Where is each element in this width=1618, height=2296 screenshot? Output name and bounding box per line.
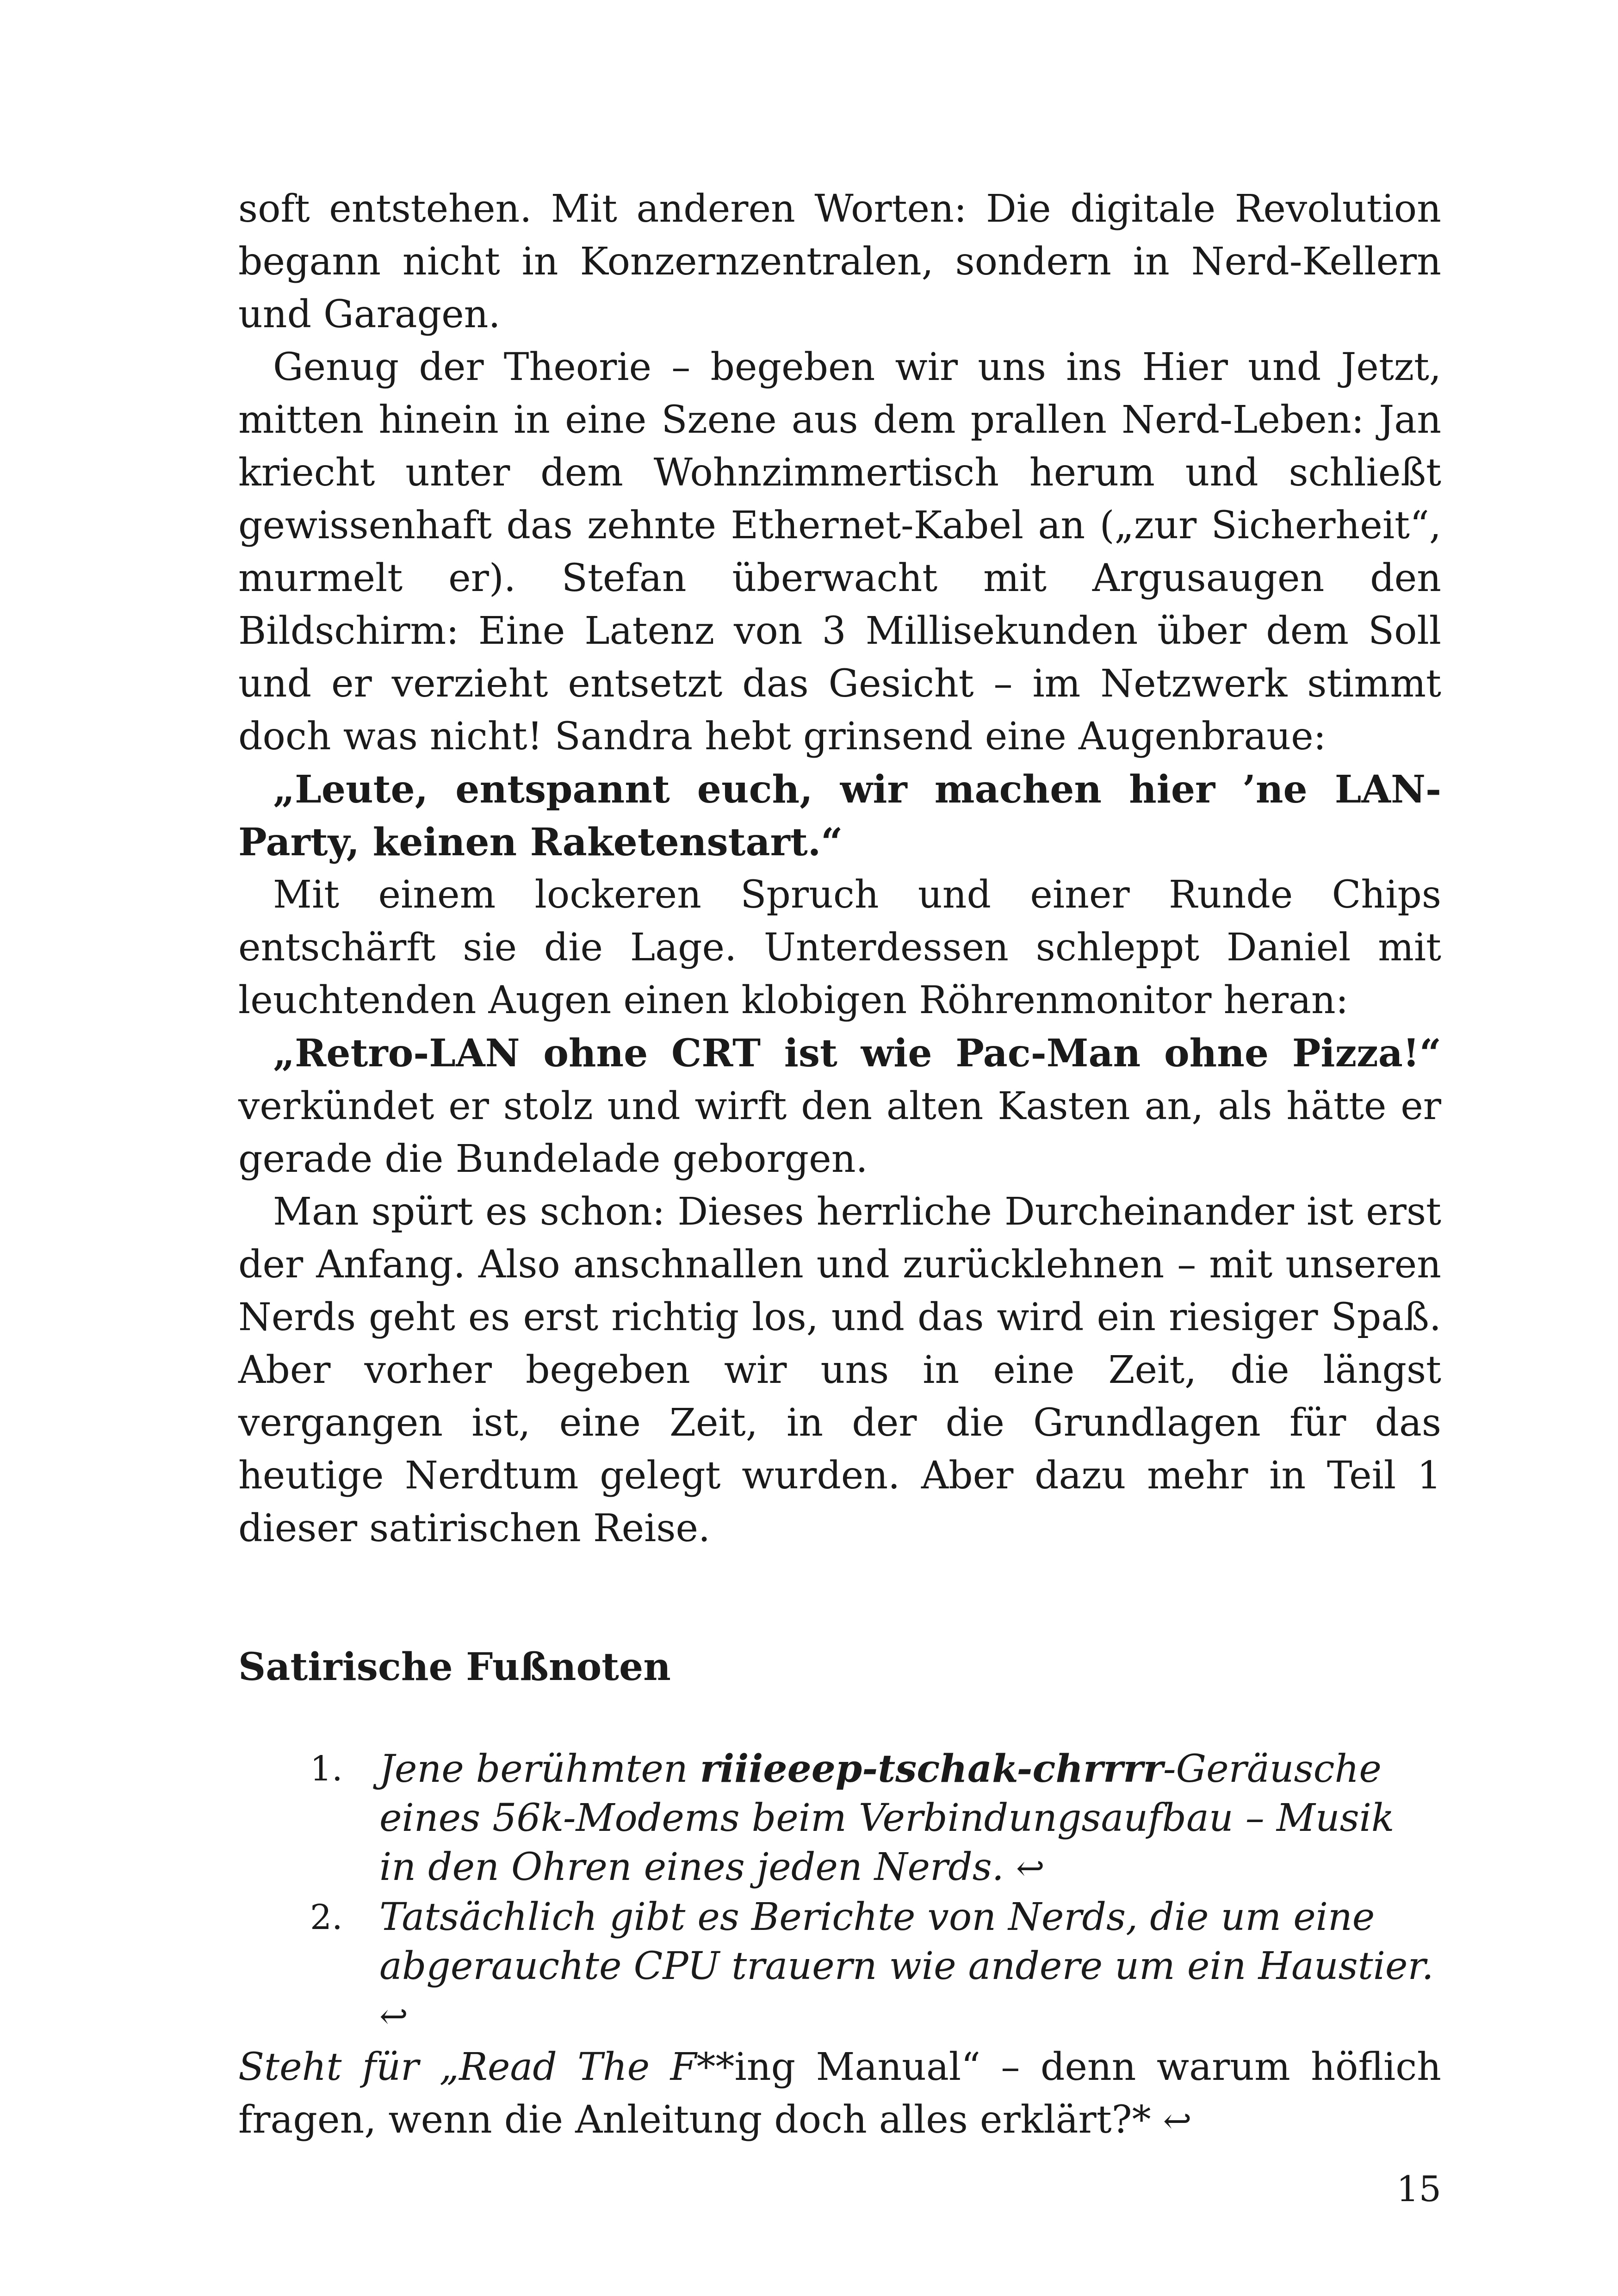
footnote-extra-italic: Steht für „Read The F <box>238 2045 697 2089</box>
paragraph-2: Genug der Theorie – begeben wir uns ins Hier und Jetzt, mitten hinein in eine Szene aus dem prallen Nerd-Leben: Jan kriecht unter dem Wohnzimmertisch herum und schließt gewissenhaft das zehnte Ethernet-Kabel an („zur Sicherheit“, murmelt er). Stefan überwacht mit Argusaugen den Bildschirm: Eine Latenz von 3 Millisekunden über dem Soll und er verzieht entsetzt das Gesicht – im Netzwerk stimmt doch was nicht! Sandra hebt grinsend eine Augenbraue: <box>238 345 1441 759</box>
return-arrow-icon[interactable]: ↩ <box>1016 1848 1045 1888</box>
footnote-list <box>238 1744 1441 2041</box>
paragraph-3: Mit einem lockeren Spruch und einer Runde Chips entschärft sie die Lage. Unterdessen schleppt Daniel mit leuchtenden Augen einen klobigen Röhrenmonitor heran: <box>238 873 1441 1022</box>
return-arrow-icon[interactable]: ↩ <box>1163 2101 1192 2141</box>
footnote-extra-normal: **ing Manual“ – denn warum höflich fragen, wenn die Anleitung doch alles erklärt?* <box>238 2045 1441 2142</box>
quote-daniel: „Retro-LAN ohne CRT ist wie Pac-Man ohne Pizza!“ <box>273 1031 1441 1076</box>
footnote-text-before: Jene berühmten <box>379 1747 700 1791</box>
footnote-text: Tatsächlich gibt es Berichte von Nerds, die um eine abgerauchte CPU trauern wie andere um ein Haustier. <box>379 1895 1434 1988</box>
paragraph-5: Man spürt es schon: Dieses herrliche Durcheinander ist erst der Anfang. Also anschnallen und zurücklehnen – mit unseren Nerds geht es erst richtig los, und das wird ein riesiger Spaß. Aber vorher begeben wir uns in eine Zeit, die längst vergangen ist, eine Zeit, in der die Grundlagen für das heutige Nerdtum gelegt wurden. Aber dazu mehr in Teil 1 dieser satirischen Reise. <box>238 1190 1441 1550</box>
footnote-text-after: -Geräusche eines 56k-Modems beim Verbindungsaufbau – Musik in den Ohren eines jeden Nerds. <box>379 1747 1395 1889</box>
footnote-bold-sound: riiieeep-tschak-chrrrr <box>700 1747 1163 1791</box>
footnotes-heading: Satirische Fußnoten <box>238 1645 671 1689</box>
quote-sandra: „Leute, entspannt euch, wir machen hier ’ne LAN-Party, keinen Raketenstart.“ <box>238 767 1441 865</box>
return-arrow-icon[interactable]: ↩ <box>379 1997 409 2036</box>
paragraph-1: soft entstehen. Mit anderen Worten: Die digitale Revolution begann nicht in Konzernzentralen, sondern in Nerd-Kellern und Garagen. <box>238 187 1441 336</box>
body-text <box>238 183 1441 2147</box>
paragraph-4-rest: verkündet er stolz und wirft den alten Kasten an, als hätte er gerade die Bundelade geborgen. <box>238 1084 1441 1181</box>
footnote-extra <box>238 2041 1441 2147</box>
footnote-number: 1. <box>310 1749 343 1789</box>
footnote-item <box>238 1893 1441 2041</box>
footnote-number: 2. <box>310 1898 343 1937</box>
footnote-item <box>238 1744 1441 1893</box>
paragraph-4 <box>238 1027 1441 1186</box>
page-number: 15 <box>1396 2168 1441 2209</box>
